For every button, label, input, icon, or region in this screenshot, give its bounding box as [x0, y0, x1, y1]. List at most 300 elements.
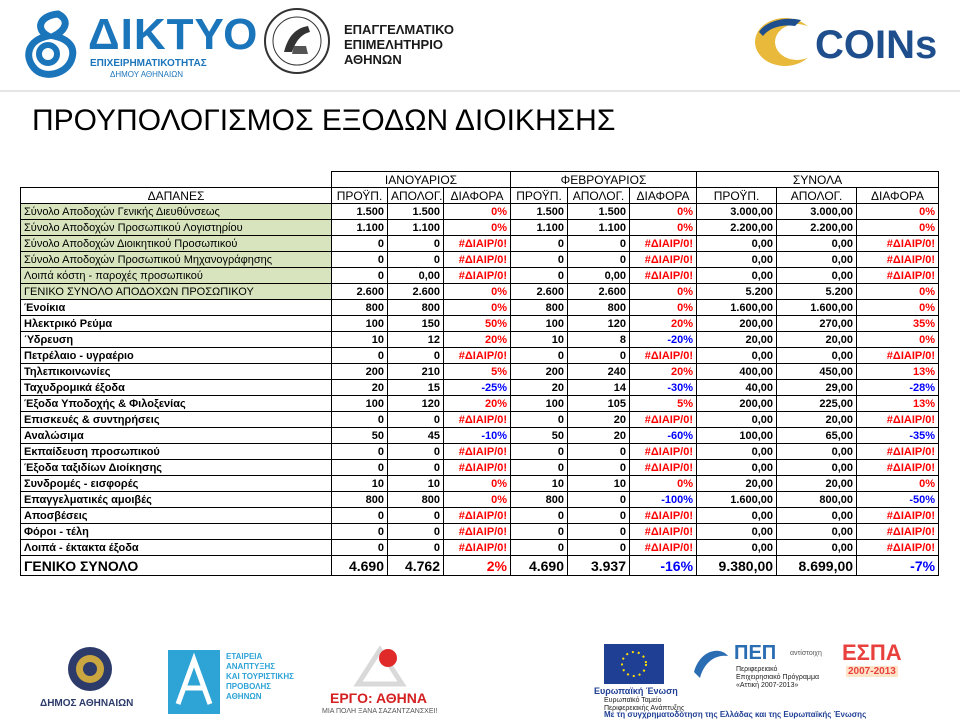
table-cell: 800	[388, 300, 444, 316]
table-cell: 0	[388, 460, 444, 476]
coins-logo	[745, 12, 950, 72]
table-cell: 0%	[857, 300, 939, 316]
table-cell: #ΔΙΑΙΡ/0!	[444, 444, 511, 460]
table-cell: 0,00	[777, 268, 857, 284]
group-header-february: ΦΕΒΡΟΥΑΡΙΟΣ	[511, 172, 697, 188]
row-label: Αναλώσιμα	[21, 428, 332, 444]
table-cell: 0%	[857, 204, 939, 220]
table-cell: #ΔΙΑΙΡ/0!	[444, 524, 511, 540]
table-cell: 0,00	[697, 412, 777, 428]
table-cell: 9.380,00	[697, 556, 777, 576]
table-cell: 120	[568, 316, 630, 332]
expense-row	[21, 508, 939, 524]
table-cell: 800	[332, 300, 388, 316]
table-cell: 20,00	[697, 476, 777, 492]
eu-label: Ευρωπαϊκή Ένωση	[594, 686, 678, 696]
row-label: Σύνολο Αποδοχών Προσωπικού Λογιστηρίου	[21, 220, 332, 236]
pep-line-1: Περιφερειακό	[736, 666, 778, 673]
table-cell: -25%	[444, 380, 511, 396]
table-cell: -20%	[630, 332, 697, 348]
table-cell: 5.200	[697, 284, 777, 300]
table-cell: 0	[511, 236, 568, 252]
table-cell: #ΔΙΑΙΡ/0!	[857, 540, 939, 556]
table-cell: 20,00	[697, 332, 777, 348]
table-cell: 10	[332, 476, 388, 492]
expense-row	[21, 444, 939, 460]
company-line-4: ΠΡΟΒΟΛΗΣ	[226, 682, 272, 691]
table-cell: 0%	[444, 204, 511, 220]
table-cell: 4.762	[388, 556, 444, 576]
table-cell: 10	[568, 476, 630, 492]
expense-row	[21, 460, 939, 476]
table-cell: #ΔΙΑΙΡ/0!	[630, 348, 697, 364]
table-cell: #ΔΙΑΙΡ/0!	[857, 444, 939, 460]
table-cell: 0,00	[697, 444, 777, 460]
table-cell: 100	[332, 316, 388, 332]
row-label: Ηλεκτρικό Ρεύμα	[21, 316, 332, 332]
table-cell: 0	[332, 444, 388, 460]
table-cell: 3.000,00	[777, 204, 857, 220]
table-cell: 5.200	[777, 284, 857, 300]
table-cell: 1.500	[332, 204, 388, 220]
table-cell: 0,00	[777, 236, 857, 252]
table-cell: 0	[388, 444, 444, 460]
row-label: Ένοίκια	[21, 300, 332, 316]
col-header: ΔΙΑΦΟΡΑ	[630, 188, 697, 204]
table-cell: 0	[568, 460, 630, 476]
table-cell: 2.200,00	[697, 220, 777, 236]
table-cell: -60%	[630, 428, 697, 444]
row-label: Σύνολο Αποδοχών Γενικής Διευθύνσεως	[21, 204, 332, 220]
table-cell: 1.600,00	[777, 300, 857, 316]
table-cell: 0,00	[697, 236, 777, 252]
table-cell: 10	[511, 332, 568, 348]
table-cell: 200,00	[697, 396, 777, 412]
table-cell: 10	[511, 476, 568, 492]
col-header: ΠΡΟΫΠ.	[332, 188, 388, 204]
expense-row	[21, 364, 939, 380]
table-cell: #ΔΙΑΙΡ/0!	[444, 412, 511, 428]
col-header: ΠΡΟΫΠ.	[697, 188, 777, 204]
row-label: Σύνολο Αποδοχών Διοικητικού Προσωπικού	[21, 236, 332, 252]
table-cell: 800	[511, 492, 568, 508]
row-label: Λοιπά κόστη - παροχές προσωπικού	[21, 268, 332, 284]
table-cell: 15	[388, 380, 444, 396]
company-line-2: ΑΝΑΠΤΥΞΗΣ	[226, 662, 276, 671]
table-cell: -7%	[857, 556, 939, 576]
table-cell: 0	[511, 524, 568, 540]
table-cell: #ΔΙΑΙΡ/0!	[630, 444, 697, 460]
table-cell: #ΔΙΑΙΡ/0!	[857, 412, 939, 428]
table-cell: 45	[388, 428, 444, 444]
table-cell: 0,00	[697, 460, 777, 476]
eu-fund-line-1: Ευρωπαϊκό Ταμείο	[604, 697, 662, 704]
table-cell: 1.600,00	[697, 492, 777, 508]
table-cell: #ΔΙΑΙΡ/0!	[630, 268, 697, 284]
table-cell: #ΔΙΑΙΡ/0!	[857, 348, 939, 364]
row-label: Έξοδα Υποδοχής & Φιλοξενίας	[21, 396, 332, 412]
table-cell: #ΔΙΑΙΡ/0!	[630, 540, 697, 556]
table-cell: 150	[388, 316, 444, 332]
table-cell: 0%	[857, 332, 939, 348]
table-cell: 8	[568, 332, 630, 348]
table-cell: #ΔΙΑΙΡ/0!	[857, 268, 939, 284]
row-label: ΓΕΝΙΚΟ ΣΥΝΟΛΟ	[21, 556, 332, 576]
table-cell: 0	[388, 540, 444, 556]
table-cell: 0	[568, 236, 630, 252]
table-cell: 0	[511, 444, 568, 460]
table-cell: 0	[388, 412, 444, 428]
table-cell: 20,00	[777, 332, 857, 348]
footer	[0, 636, 960, 720]
summary-row	[21, 220, 939, 236]
table-cell: 0	[332, 268, 388, 284]
table-cell: 8.699,00	[777, 556, 857, 576]
table-cell: #ΔΙΑΙΡ/0!	[857, 524, 939, 540]
chamber-line-2: ΕΠΙΜΕΛΗΤΗΡΙΟ	[344, 37, 443, 52]
table-cell: 210	[388, 364, 444, 380]
pep-subtitle	[736, 666, 819, 690]
table-cell: 0	[568, 348, 630, 364]
row-label: Ύδρευση	[21, 332, 332, 348]
table-cell: 13%	[857, 364, 939, 380]
pep-tag: αντίστοιχη	[790, 650, 822, 657]
page-title: ΠΡΟΥΠΟΛΟΓΙΣΜΟΣ ΕΞΟΔΩΝ ΔΙΟΙΚΗΣΗΣ	[32, 104, 616, 137]
table-cell: 4.690	[511, 556, 568, 576]
grand-total-row	[21, 556, 939, 576]
table-cell: -100%	[630, 492, 697, 508]
table-body	[21, 172, 939, 576]
table-cell: 40,00	[697, 380, 777, 396]
table-cell: 0	[568, 508, 630, 524]
table-cell: 0,00	[697, 268, 777, 284]
col-header: ΑΠΟΛΟΓ.	[568, 188, 630, 204]
table-cell: -16%	[630, 556, 697, 576]
table-cell: 2%	[444, 556, 511, 576]
table-cell: 1.100	[332, 220, 388, 236]
row-label: ΓΕΝΙΚΟ ΣΥΝΟΛΟ ΑΠΟΔΟΧΩΝ ΠΡΟΣΩΠΙΚΟΥ	[21, 284, 332, 300]
table-cell: 20%	[444, 396, 511, 412]
table-cell: 1.100	[511, 220, 568, 236]
expense-row	[21, 396, 939, 412]
table-cell: 0,00	[697, 252, 777, 268]
table-cell: #ΔΙΑΙΡ/0!	[444, 460, 511, 476]
table-cell: 20%	[630, 364, 697, 380]
row-label: Σύνολο Αποδοχών Προσωπικού Μηχανογράφησης	[21, 252, 332, 268]
table-cell: 0	[568, 492, 630, 508]
row-label: Έξοδα ταξιδίων Διοίκησης	[21, 460, 332, 476]
col-header: ΑΠΟΛΟΓ.	[777, 188, 857, 204]
table-cell: 20	[568, 412, 630, 428]
table-cell: 0%	[444, 300, 511, 316]
expense-row	[21, 316, 939, 332]
table-cell: 0	[511, 508, 568, 524]
table-cell: 0%	[630, 204, 697, 220]
table-cell: #ΔΙΑΙΡ/0!	[444, 348, 511, 364]
expense-row	[21, 348, 939, 364]
table-cell: 50	[332, 428, 388, 444]
table-cell: 0%	[630, 220, 697, 236]
table-cell: 0,00	[777, 524, 857, 540]
table-cell: 0%	[630, 476, 697, 492]
table-cell: 2.600	[388, 284, 444, 300]
company-line-1: ΕΤΑΙΡΕΙΑ	[226, 652, 263, 661]
cofunding-note: Με τη συγχρηματοδότηση της Ελλάδας και της Ευρωπαϊκής Ένωσης	[604, 710, 867, 719]
row-label: Τηλεπικοινωνίες	[21, 364, 332, 380]
table-cell: 0	[511, 348, 568, 364]
table-cell: 3.000,00	[697, 204, 777, 220]
table-cell: 200	[511, 364, 568, 380]
table-cell: 4.690	[332, 556, 388, 576]
table-cell: 0	[332, 508, 388, 524]
table-cell: 20	[332, 380, 388, 396]
table-cell: 29,00	[777, 380, 857, 396]
municipality-name: ΔΗΜΟΣ ΑΘΗΝΑΙΩΝ	[40, 698, 134, 709]
diktyo-logo	[18, 10, 259, 79]
table-cell: 10	[332, 332, 388, 348]
table-cell: 0,00	[697, 508, 777, 524]
diktyo-word: ΔΙΚΤΥΟ	[88, 10, 259, 59]
table-cell: 0	[388, 524, 444, 540]
table-cell: 0	[568, 524, 630, 540]
table-cell: 0	[511, 540, 568, 556]
table-cell: 270,00	[777, 316, 857, 332]
table-cell: 0	[568, 444, 630, 460]
pep-line-2: Επιχειρησιακό Πρόγραμμα	[736, 674, 820, 681]
table-cell: 0,00	[777, 348, 857, 364]
table-cell: -50%	[857, 492, 939, 508]
table-cell: 0	[388, 252, 444, 268]
company-line-3: ΚΑΙ ΤΟΥΡΙΣΤΙΚΗΣ	[226, 672, 294, 681]
row-label: Εκπαίδευση προσωπικού	[21, 444, 332, 460]
group-header-row	[21, 172, 939, 188]
summary-row	[21, 252, 939, 268]
table-cell: #ΔΙΑΙΡ/0!	[444, 268, 511, 284]
table-cell: 0	[332, 540, 388, 556]
row-label: Επισκευές & συντηρήσεις	[21, 412, 332, 428]
table-cell: 2.200,00	[777, 220, 857, 236]
row-label: Λοιπά - έκτακτα έξοδα	[21, 540, 332, 556]
table-cell: 0%	[444, 284, 511, 300]
table-cell: 2.600	[568, 284, 630, 300]
table-cell: 0%	[630, 300, 697, 316]
chamber-line-1: ΕΠΑΓΓΕΛΜΑΤΙΚΟ	[344, 22, 455, 37]
table-cell: 0	[332, 348, 388, 364]
diktyo-municipality: ΔΗΜΟΥ ΑΘΗΝΑΙΩΝ	[110, 70, 183, 79]
table-cell: 800	[511, 300, 568, 316]
expense-row	[21, 540, 939, 556]
eu-flag-icon	[604, 644, 664, 684]
table-cell: 0	[511, 268, 568, 284]
col-header: ΔΙΑΦΟΡΑ	[444, 188, 511, 204]
row-header-expenses: ΔΑΠΑΝΕΣ	[21, 188, 332, 204]
table-cell: 0,00	[777, 508, 857, 524]
table-cell: 0,00	[697, 348, 777, 364]
table-cell: 0	[388, 236, 444, 252]
table-cell: 0	[511, 460, 568, 476]
table-cell: 10	[388, 476, 444, 492]
expense-row	[21, 332, 939, 348]
table-cell: 0,00	[697, 540, 777, 556]
table-cell: 240	[568, 364, 630, 380]
table-cell: 0%	[857, 476, 939, 492]
table-cell: 400,00	[697, 364, 777, 380]
table-cell: -35%	[857, 428, 939, 444]
row-label: Συνδρομές - εισφορές	[21, 476, 332, 492]
eu-fund-line-2: Περιφερειακής Ανάπτυξης	[604, 705, 685, 712]
table-cell: #ΔΙΑΙΡ/0!	[857, 508, 939, 524]
ergo-athina-icon	[350, 644, 410, 688]
company-name	[226, 652, 294, 702]
table-cell: #ΔΙΑΙΡ/0!	[444, 508, 511, 524]
table-cell: 200,00	[697, 316, 777, 332]
row-label: Αποσβέσεις	[21, 508, 332, 524]
group-header-totals: ΣΥΝΟΛΑ	[697, 172, 939, 188]
table-cell: -10%	[444, 428, 511, 444]
table-cell: -28%	[857, 380, 939, 396]
summary-row	[21, 204, 939, 220]
table-cell: 0	[332, 252, 388, 268]
expense-row	[21, 476, 939, 492]
table-cell: 1.500	[568, 204, 630, 220]
table-cell: 20%	[630, 316, 697, 332]
chamber-name	[344, 22, 454, 67]
pep-icon	[690, 642, 730, 682]
table-cell: 0%	[857, 220, 939, 236]
table-cell: 1.100	[388, 220, 444, 236]
col-header: ΔΙΑΦΟΡΑ	[857, 188, 939, 204]
expense-row	[21, 428, 939, 444]
column-header-row	[21, 188, 939, 204]
table-cell: #ΔΙΑΙΡ/0!	[630, 236, 697, 252]
summary-row	[21, 236, 939, 252]
table-cell: 100	[332, 396, 388, 412]
row-label: Επαγγελματικές αμοιβές	[21, 492, 332, 508]
table-cell: 450,00	[777, 364, 857, 380]
table-cell: 65,00	[777, 428, 857, 444]
diktyo-subtitle: ΕΠΙΧΕΙΡΗΜΑΤΙΚΟΤΗΤΑΣ	[90, 58, 207, 69]
col-header: ΑΠΟΛΟΓ.	[388, 188, 444, 204]
table-cell: 0,00	[777, 540, 857, 556]
table-cell: 20	[511, 380, 568, 396]
group-header-january: ΙΑΝΟΥΑΡΙΟΣ	[332, 172, 511, 188]
table-cell: 800,00	[777, 492, 857, 508]
table-cell: 225,00	[777, 396, 857, 412]
table-cell: 0,00	[568, 268, 630, 284]
espa-years: 2007-2013	[848, 666, 896, 677]
ergo-title: ΕΡΓΟ: ΑΘΗΝΑ	[330, 690, 427, 706]
table-cell: 0%	[444, 476, 511, 492]
table-cell: #ΔΙΑΙΡ/0!	[857, 460, 939, 476]
table-cell: 0	[388, 348, 444, 364]
table-cell: #ΔΙΑΙΡ/0!	[444, 236, 511, 252]
expense-row	[21, 492, 939, 508]
table-cell: 100	[511, 396, 568, 412]
table-cell: 100	[511, 316, 568, 332]
expense-row	[21, 412, 939, 428]
table-cell: #ΔΙΑΙΡ/0!	[857, 252, 939, 268]
summary-row	[21, 284, 939, 300]
table-cell: 0	[332, 460, 388, 476]
chamber-line-3: ΑΘΗΝΩΝ	[344, 52, 402, 67]
table-cell: #ΔΙΑΙΡ/0!	[857, 236, 939, 252]
table-cell: 0%	[444, 220, 511, 236]
chamber-seal-icon	[262, 6, 332, 76]
table-cell: 35%	[857, 316, 939, 332]
table-cell: #ΔΙΑΙΡ/0!	[630, 508, 697, 524]
table-cell: 0,00	[777, 460, 857, 476]
table-cell: 0%	[630, 284, 697, 300]
table-cell: 0%	[857, 284, 939, 300]
table-cell: 50	[511, 428, 568, 444]
table-cell: 3.937	[568, 556, 630, 576]
table-cell: 105	[568, 396, 630, 412]
table-cell: 800	[388, 492, 444, 508]
company-line-5: ΑΘΗΝΩΝ	[226, 692, 262, 701]
row-label: Πετρέλαιο - υγραέριο	[21, 348, 332, 364]
table-cell: 50%	[444, 316, 511, 332]
col-header: ΠΡΟΫΠ.	[511, 188, 568, 204]
expense-row	[21, 300, 939, 316]
table-cell: 0	[511, 252, 568, 268]
coins-wordmark: COINs	[815, 23, 938, 67]
table-cell: 0%	[444, 492, 511, 508]
row-label: Ταχυδρομικά έξοδα	[21, 380, 332, 396]
table-cell: #ΔΙΑΙΡ/0!	[630, 412, 697, 428]
table-cell: 20,00	[777, 412, 857, 428]
table-cell: #ΔΙΑΙΡ/0!	[444, 252, 511, 268]
pep-line-3: «Αττική 2007-2013»	[736, 682, 799, 689]
company-logo-icon	[168, 650, 220, 714]
table-cell: 120	[388, 396, 444, 412]
table-cell: 0	[388, 508, 444, 524]
table-cell: 14	[568, 380, 630, 396]
expense-row	[21, 380, 939, 396]
table-cell: 800	[568, 300, 630, 316]
table-cell: 800	[332, 492, 388, 508]
table-cell: 0,00	[697, 524, 777, 540]
pep-title: ΠΕΠ	[734, 642, 777, 664]
table-cell: 1.500	[511, 204, 568, 220]
table-cell: #ΔΙΑΙΡ/0!	[444, 540, 511, 556]
summary-row	[21, 268, 939, 284]
table-cell: 0	[568, 252, 630, 268]
table-cell: 100,00	[697, 428, 777, 444]
municipality-emblem-icon	[50, 644, 130, 694]
table-cell: 1.500	[388, 204, 444, 220]
table-cell: 0	[511, 412, 568, 428]
table-cell: #ΔΙΑΙΡ/0!	[630, 524, 697, 540]
expense-row	[21, 524, 939, 540]
header-divider	[0, 90, 960, 92]
ergo-subtitle: ΜΙΑ ΠΟΛΗ ΞΑΝΑ ΣΑΖΑΝΤΖΑΝΣΧΕΙ!	[322, 708, 438, 715]
table-cell: 0,00	[777, 252, 857, 268]
table-cell: 0	[332, 524, 388, 540]
table-cell: 20%	[444, 332, 511, 348]
table-cell: 1.600,00	[697, 300, 777, 316]
budget-table	[20, 171, 939, 576]
table-cell: -30%	[630, 380, 697, 396]
table-cell: 0	[568, 540, 630, 556]
table-cell: #ΔΙΑΙΡ/0!	[630, 460, 697, 476]
table-cell: 0,00	[388, 268, 444, 284]
table-cell: 5%	[630, 396, 697, 412]
table-cell: 0	[332, 236, 388, 252]
table-cell: 0,00	[777, 444, 857, 460]
table-cell: #ΔΙΑΙΡ/0!	[630, 252, 697, 268]
table-cell: 5%	[444, 364, 511, 380]
table-cell: 0	[332, 412, 388, 428]
